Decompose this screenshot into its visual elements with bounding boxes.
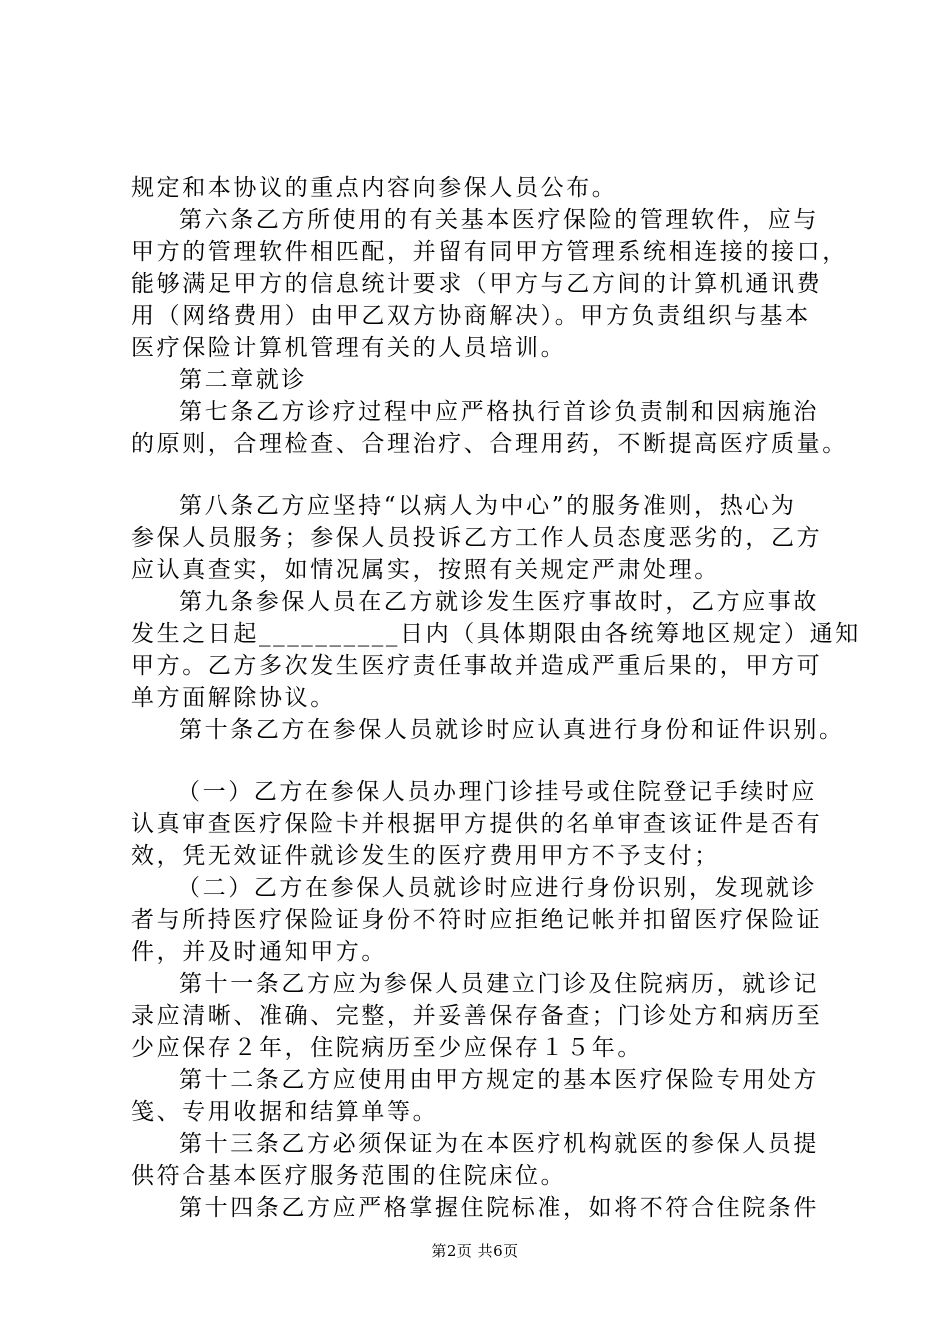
text-line: （二）乙方在参保人员就诊时应进行身份识别，发现就诊	[177, 875, 817, 901]
text-line: 第九条参保人员在乙方就诊发生医疗事故时，乙方应事故	[179, 589, 819, 615]
text-line: 的原则，合理检查、合理治疗、合理用药，不断提高医疗质量。	[131, 431, 848, 457]
text-line: 规定和本协议的重点内容向参保人员公布。	[131, 175, 618, 201]
text-line: 用（网络费用）由甲乙双方协商解决）。甲方负责组织与基本	[131, 303, 811, 329]
text-line: 医疗保险计算机管理有关的人员培训。	[131, 335, 567, 361]
text-line: 第十一条乙方应为参保人员建立门诊及住院病历，就诊记	[179, 971, 819, 997]
text-line: 供符合基本医疗服务范围的住院床位。	[131, 1163, 567, 1189]
text-line: 认真审查医疗保险卡并根据甲方提供的名单审查该证件是否有	[131, 811, 823, 837]
text-line: 效，凭无效证件就诊发生的医疗费用甲方不予支付；	[131, 843, 720, 869]
text-line: 甲方的管理软件相匹配，并留有同甲方管理系统相连接的接口，	[131, 239, 848, 265]
paragraph-gap	[131, 746, 831, 776]
text-line: 第十三条乙方必须保证为在本医疗机构就医的参保人员提	[179, 1131, 819, 1157]
text-line: 第十条乙方在参保人员就诊时应认真进行身份和证件识别。	[179, 717, 845, 743]
text-line: 单方面解除协议。	[131, 685, 336, 711]
text-line: （一）乙方在参保人员办理门诊挂号或住院登记手续时应	[177, 779, 817, 805]
text-line: 件，并及时通知甲方。	[131, 939, 387, 965]
text-line: 者与所持医疗保险证身份不符时应拒绝记帐并扣留医疗保险证	[131, 907, 823, 933]
paragraph-gap	[131, 460, 831, 490]
text-line: 第六条乙方所使用的有关基本医疗保险的管理软件，应与	[179, 207, 819, 233]
text-line: 第十二条乙方应使用由甲方规定的基本医疗保险专用处方	[179, 1067, 819, 1093]
chapter-heading: 第二章就诊	[179, 367, 307, 393]
text-line: 笺、专用收据和结算单等。	[131, 1099, 439, 1125]
text-line: 应认真查实，如情况属实，按照有关规定严肃处理。	[131, 557, 720, 583]
text-line: 甲方。乙方多次发生医疗责任事故并造成严重后果的，甲方可	[131, 653, 823, 679]
page-number: 第2页 共6页	[431, 1242, 519, 1260]
text-line: 能够满足甲方的信息统计要求（甲方与乙方间的计算机通讯费	[131, 271, 823, 297]
text-line: 第七条乙方诊疗过程中应严格执行首诊负责制和因病施治	[179, 399, 819, 425]
text-line: 第十四条乙方应严格掌握住院标准，如将不符合住院条件	[179, 1195, 819, 1221]
text-line: 参保人员服务；参保人员投诉乙方工作人员态度恶劣的，乙方	[131, 525, 823, 551]
document-body	[131, 172, 861, 1224]
text-line: 录应清晰、准确、完整，并妥善保存备查；门诊处方和病历至	[131, 1003, 823, 1029]
text-line: 发生之日起__________日内（具体期限由各统筹地区规定）通知	[131, 621, 861, 647]
text-line: 第八条乙方应坚持“以病人为中心”的服务准则，热心为	[179, 493, 797, 519]
page-footer	[0, 1241, 950, 1261]
text-line: 少应保存２年，住院病历至少应保存１５年。	[131, 1035, 643, 1061]
